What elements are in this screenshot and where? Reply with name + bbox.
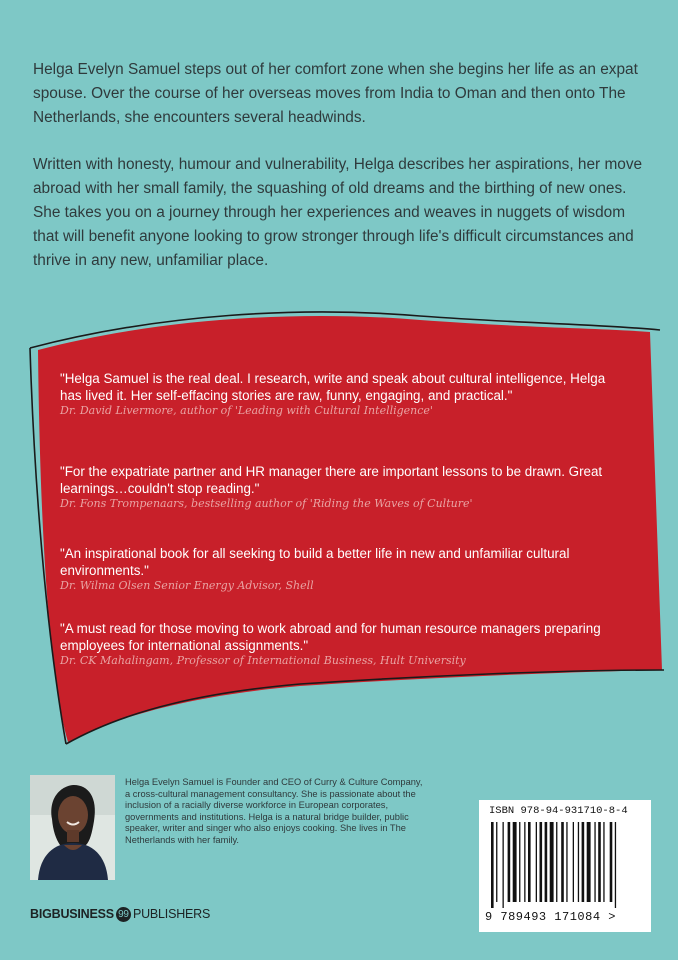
- testimonial-1: [60, 370, 620, 418]
- red-flag-banner: [0, 300, 678, 760]
- testimonial-attribution: Dr. Wilma Olsen Senior Energy Advisor, Shell: [60, 579, 314, 592]
- blurb-paragraph-1: Helga Evelyn Samuel steps out of her comfort zone when she begins her life as an expat spouse. Over the course of her overseas moves from India to Oman and then onto The Netherlands, she encounters several headwinds.: [33, 61, 638, 126]
- barcode-digits: 9 789493 171084 >: [485, 910, 616, 924]
- isbn-label: ISBN 978-94-931710-8-4: [489, 805, 628, 817]
- testimonial-text: "A must read for those moving to work abroad and for human resource managers preparing employees for international assignments.": [60, 621, 601, 653]
- publisher-logo: [30, 907, 210, 922]
- testimonial-2: [60, 463, 620, 511]
- testimonial-4: [60, 620, 620, 668]
- publisher-name-rest: PUBLISHERS: [132, 907, 211, 921]
- publisher-mark-icon: 99: [116, 907, 131, 922]
- author-photo: [30, 775, 115, 880]
- isbn-barcode: [479, 800, 651, 932]
- testimonial-text: "Helga Samuel is the real deal. I research, write and speak about cultural intelligence, Helga has lived it. Her self-effacing stories are raw, funny, engaging, and practical.": [60, 371, 606, 403]
- blurb-paragraph-2: Written with honesty, humour and vulnerability, Helga describes her aspirations, her move abroad with her small family, the squashing of old dreams and the birthing of new ones. She takes you on a journey through her experiences and weaves in nuggets of wisdom that will benefit anyone looking to grow stronger through life's difficult circumstances and thrive in any new, unfamiliar place.: [33, 156, 643, 269]
- testimonial-text: "An inspirational book for all seeking to build a better life in new and unfamiliar cultural environments.": [60, 546, 570, 578]
- testimonial-text: "For the expatriate partner and HR manager there are important lessons to be drawn. Great learnings…couldn't stop reading.": [60, 464, 603, 496]
- testimonial-attribution: Dr. CK Mahalingam, Professor of International Business, Hult University: [60, 654, 466, 667]
- author-bio: Helga Evelyn Samuel is Founder and CEO of Curry & Culture Company, a cross-cultural management consultancy. She is passionate about the inclusion of a racially diverse workforce in European corporates, governments and institutions. Helga is a natural bridge builder, public speaker, writer and singer who also enjoys cooking. She lives in The Netherlands with her family.: [125, 777, 423, 845]
- publisher-name-bold: BIGBUSINESS: [30, 907, 114, 921]
- testimonial-attribution: Dr. David Livermore, author of 'Leading with Cultural Intelligence': [60, 404, 433, 417]
- barcode-bars: [489, 822, 641, 908]
- testimonial-3: [60, 545, 620, 593]
- testimonial-attribution: Dr. Fons Trompenaars, bestselling author of 'Riding the Waves of Culture': [60, 497, 473, 510]
